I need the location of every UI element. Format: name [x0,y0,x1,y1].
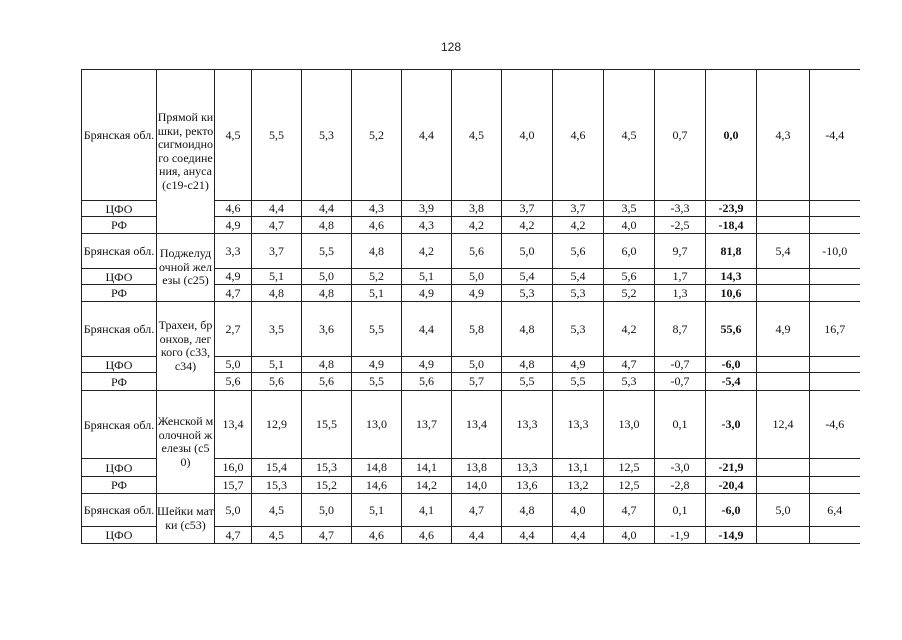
region-cell: ЦФО [82,201,157,217]
value-cell: 4,5 [252,494,302,527]
change-percent-cell: -6,0 [706,494,757,527]
value-cell: 5,0 [302,494,352,527]
value-cell: 4,5 [452,70,502,201]
value-cell: 4,9 [215,217,252,234]
value-cell: 5,3 [553,302,604,357]
average-change-cell: -10,0 [810,234,860,269]
value-cell: 4,9 [352,357,402,373]
value-cell: 12,5 [604,459,655,477]
value-cell: 5,5 [502,373,553,391]
value-cell: 4,6 [553,70,604,201]
value-cell: 5,2 [352,269,402,285]
value-cell: 4,8 [352,234,402,269]
value-cell: 13,7 [402,391,452,459]
region-cell: Брянская обл. [82,70,157,201]
value-cell: 5,4 [553,269,604,285]
value-cell: 13,3 [502,459,553,477]
value-cell: 13,1 [553,459,604,477]
value-cell: 4,4 [452,527,502,544]
tumor-site-cell: Шейки матки (с53) [157,494,215,544]
average-cell [757,217,810,234]
value-cell: 14,8 [352,459,402,477]
value-cell: 4,2 [553,217,604,234]
value-cell: 4,8 [302,285,352,302]
average-cell [757,269,810,285]
change-percent-cell: 55,6 [706,302,757,357]
change-percent-cell: 14,3 [706,269,757,285]
average-cell: 4,9 [757,302,810,357]
change-percent-cell: -18,4 [706,217,757,234]
value-cell: 4,9 [215,269,252,285]
region-cell: РФ [82,285,157,302]
value-cell: 4,9 [402,357,452,373]
change-percent-cell: 81,8 [706,234,757,269]
table-row [82,302,860,357]
region-cell: РФ [82,477,157,494]
average-change-cell [810,269,860,285]
value-cell: -0,7 [655,373,706,391]
change-percent-cell: -23,9 [706,201,757,217]
change-percent-cell: 0,0 [706,70,757,201]
value-cell: 5,6 [604,269,655,285]
value-cell: 5,1 [402,269,452,285]
value-cell: 5,3 [604,373,655,391]
value-cell: -3,3 [655,201,706,217]
value-cell: -2,5 [655,217,706,234]
value-cell: 0,7 [655,70,706,201]
value-cell: 2,7 [215,302,252,357]
value-cell: 3,6 [302,302,352,357]
value-cell: 4,4 [553,527,604,544]
value-cell: -1,9 [655,527,706,544]
value-cell: 1,7 [655,269,706,285]
value-cell: 6,0 [604,234,655,269]
value-cell: 5,7 [452,373,502,391]
value-cell: 15,4 [252,459,302,477]
value-cell: 4,7 [215,285,252,302]
average-cell [757,357,810,373]
value-cell: 5,5 [553,373,604,391]
average-change-cell: -4,4 [810,70,860,201]
region-cell: РФ [82,217,157,234]
value-cell: 5,2 [604,285,655,302]
region-cell: Брянская обл. [82,494,157,527]
value-cell: 3,5 [604,201,655,217]
value-cell: 12,9 [252,391,302,459]
average-change-cell [810,459,860,477]
value-cell: 4,9 [553,357,604,373]
average-change-cell [810,477,860,494]
average-change-cell: -4,6 [810,391,860,459]
change-percent-cell: -14,9 [706,527,757,544]
region-cell: ЦФО [82,269,157,285]
value-cell: 3,7 [502,201,553,217]
value-cell: 5,3 [302,70,352,201]
value-cell: 5,3 [502,285,553,302]
value-cell: 3,7 [553,201,604,217]
average-change-cell [810,201,860,217]
value-cell: 5,3 [553,285,604,302]
value-cell: 4,3 [402,217,452,234]
value-cell: 14,0 [452,477,502,494]
value-cell: 0,1 [655,391,706,459]
value-cell: 5,0 [452,357,502,373]
change-percent-cell: -5,4 [706,373,757,391]
value-cell: 4,3 [352,201,402,217]
value-cell: 13,3 [553,391,604,459]
region-cell: Брянская обл. [82,391,157,459]
average-change-cell: 6,4 [810,494,860,527]
value-cell: 13,6 [502,477,553,494]
value-cell: 5,0 [302,269,352,285]
value-cell: 4,7 [215,527,252,544]
value-cell: 4,0 [553,494,604,527]
average-change-cell [810,285,860,302]
value-cell: 5,5 [302,234,352,269]
page-number: 128 [440,40,462,54]
value-cell: 0,1 [655,494,706,527]
value-cell: 5,6 [402,373,452,391]
value-cell: 16,0 [215,459,252,477]
value-cell: 5,5 [252,70,302,201]
value-cell: 4,7 [604,357,655,373]
value-cell: 4,1 [402,494,452,527]
value-cell: 15,5 [302,391,352,459]
value-cell: 5,6 [553,234,604,269]
value-cell: 4,4 [502,527,553,544]
value-cell: 4,8 [502,302,553,357]
value-cell: 13,4 [452,391,502,459]
value-cell: 5,0 [452,269,502,285]
value-cell: 15,3 [302,459,352,477]
value-cell: 4,0 [502,70,553,201]
value-cell: 4,8 [502,494,553,527]
value-cell: 4,7 [302,527,352,544]
change-percent-cell: -20,4 [706,477,757,494]
value-cell: 4,6 [352,217,402,234]
value-cell: 5,4 [502,269,553,285]
value-cell: 4,7 [452,494,502,527]
value-cell: 4,7 [252,217,302,234]
region-cell: ЦФО [82,357,157,373]
average-cell [757,285,810,302]
average-cell [757,201,810,217]
table-row [82,70,860,201]
average-cell [757,477,810,494]
value-cell: 13,2 [553,477,604,494]
value-cell: 3,5 [252,302,302,357]
value-cell: 9,7 [655,234,706,269]
region-cell: Брянская обл. [82,234,157,269]
value-cell: 5,0 [215,357,252,373]
value-cell: 5,5 [352,302,402,357]
value-cell: 3,7 [252,234,302,269]
value-cell: 5,0 [215,494,252,527]
value-cell: 4,0 [604,527,655,544]
change-percent-cell: -6,0 [706,357,757,373]
value-cell: 4,0 [604,217,655,234]
value-cell: 4,2 [452,217,502,234]
table-row [82,234,860,269]
average-change-cell [810,357,860,373]
change-percent-cell: -21,9 [706,459,757,477]
value-cell: 13,8 [452,459,502,477]
value-cell: 4,5 [215,70,252,201]
value-cell: 4,8 [302,357,352,373]
value-cell: 4,9 [402,285,452,302]
value-cell: 4,8 [502,357,553,373]
value-cell: 3,3 [215,234,252,269]
value-cell: 13,0 [352,391,402,459]
value-cell: 4,2 [502,217,553,234]
value-cell: 15,7 [215,477,252,494]
value-cell: 4,6 [352,527,402,544]
change-percent-cell: 10,6 [706,285,757,302]
average-cell [757,459,810,477]
average-change-cell [810,373,860,391]
value-cell: 4,4 [252,201,302,217]
tumor-site-cell: Прямой кишки, ректосигмоидного соединения, ануса (с19-с21) [157,70,215,234]
value-cell: -2,8 [655,477,706,494]
value-cell: 4,6 [402,527,452,544]
value-cell: 4,4 [402,70,452,201]
table-row [82,391,860,459]
value-cell: 4,7 [604,494,655,527]
value-cell: 5,6 [215,373,252,391]
value-cell: 4,6 [215,201,252,217]
tumor-site-cell: Трахеи, бронхов, легкого (с33, с34) [157,302,215,391]
region-cell: РФ [82,373,157,391]
value-cell: 4,8 [302,217,352,234]
value-cell: 5,6 [452,234,502,269]
average-change-cell [810,217,860,234]
value-cell: 4,4 [402,302,452,357]
value-cell: 14,2 [402,477,452,494]
value-cell: 8,7 [655,302,706,357]
value-cell: 13,3 [502,391,553,459]
average-cell: 5,4 [757,234,810,269]
average-cell: 5,0 [757,494,810,527]
value-cell: 5,6 [302,373,352,391]
value-cell: 13,0 [604,391,655,459]
region-cell: Брянская обл. [82,302,157,357]
average-cell: 4,3 [757,70,810,201]
value-cell: -0,7 [655,357,706,373]
region-cell: ЦФО [82,527,157,544]
value-cell: 5,6 [252,373,302,391]
value-cell: 14,1 [402,459,452,477]
value-cell: 3,8 [452,201,502,217]
value-cell: 12,5 [604,477,655,494]
tumor-site-cell: Женской молочной железы (с50) [157,391,215,494]
value-cell: 5,0 [502,234,553,269]
average-change-cell: 16,7 [810,302,860,357]
value-cell: 4,8 [252,285,302,302]
value-cell: 5,1 [252,269,302,285]
incidence-table [81,69,860,544]
value-cell: 5,1 [252,357,302,373]
value-cell: 4,5 [252,527,302,544]
value-cell: 4,4 [302,201,352,217]
average-cell [757,527,810,544]
value-cell: 13,4 [215,391,252,459]
average-cell [757,373,810,391]
value-cell: 1,3 [655,285,706,302]
value-cell: 4,2 [604,302,655,357]
value-cell: 4,9 [452,285,502,302]
value-cell: 3,9 [402,201,452,217]
average-cell: 12,4 [757,391,810,459]
value-cell: 5,1 [352,285,402,302]
value-cell: 4,5 [604,70,655,201]
value-cell: 14,6 [352,477,402,494]
average-change-cell [810,527,860,544]
value-cell: 4,2 [402,234,452,269]
table-row [82,494,860,527]
region-cell: ЦФО [82,459,157,477]
value-cell: 15,2 [302,477,352,494]
value-cell: 5,2 [352,70,402,201]
value-cell: -3,0 [655,459,706,477]
value-cell: 5,5 [352,373,402,391]
value-cell: 5,1 [352,494,402,527]
value-cell: 5,8 [452,302,502,357]
tumor-site-cell: Поджелудочной железы (с25) [157,234,215,302]
value-cell: 15,3 [252,477,302,494]
change-percent-cell: -3,0 [706,391,757,459]
